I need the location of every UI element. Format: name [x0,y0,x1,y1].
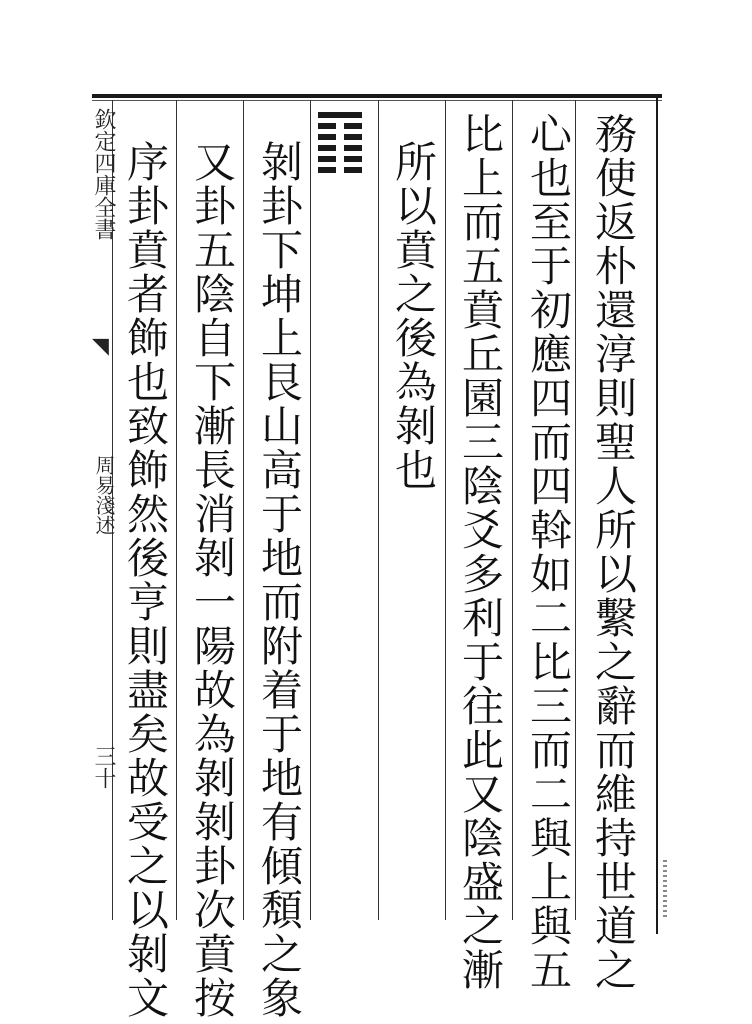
column-divider [445,100,446,920]
text-column-3: 比上而五賁丘園三陰爻多利于往此又陰盛之漸 [456,112,505,992]
hexagram-line-broken [318,167,362,173]
text-column-1: 務使返朴還淳則聖人所以繫之辭而維持世道之 [589,112,638,992]
hexagram-line-solid [318,112,362,118]
text-column-7: 序卦賁者飾也致飾然後亨則盡矣故受之以剝文 [121,140,170,1020]
top-border-inner-rule [92,100,662,101]
right-border-rule [656,94,658,934]
text-column-4: 所以賁之後為剝也 [389,140,438,492]
column-divider [243,100,244,920]
column-divider [176,100,177,920]
column-divider [378,100,379,920]
column-divider [310,100,311,920]
page-edge-mark [663,860,667,920]
margin-page-number: 三十 [91,745,116,789]
bo-hexagram-icon [318,112,362,173]
margin-book-title: 周易淺述 [92,455,116,535]
text-column-5: 剝卦下坤上艮山高于地而附着于地有傾頽之象 [255,140,304,1020]
fish-tail-mark: ◥ [92,334,109,359]
hexagram-line-broken [318,145,362,151]
column-divider [575,100,576,920]
hexagram-line-broken [318,156,362,162]
column-divider [512,100,513,920]
text-column-2: 心也至于初應四而四斡如二比三而二與上與五 [524,112,573,992]
top-border-rule [92,94,662,98]
hexagram-line-broken [318,123,362,129]
margin-collection-title: 欽定四庫全書 [91,108,116,240]
hexagram-line-broken [318,134,362,140]
text-column-6: 又卦五陰自下漸長消剝一陽故為剝剝卦次賁按 [188,140,237,1020]
